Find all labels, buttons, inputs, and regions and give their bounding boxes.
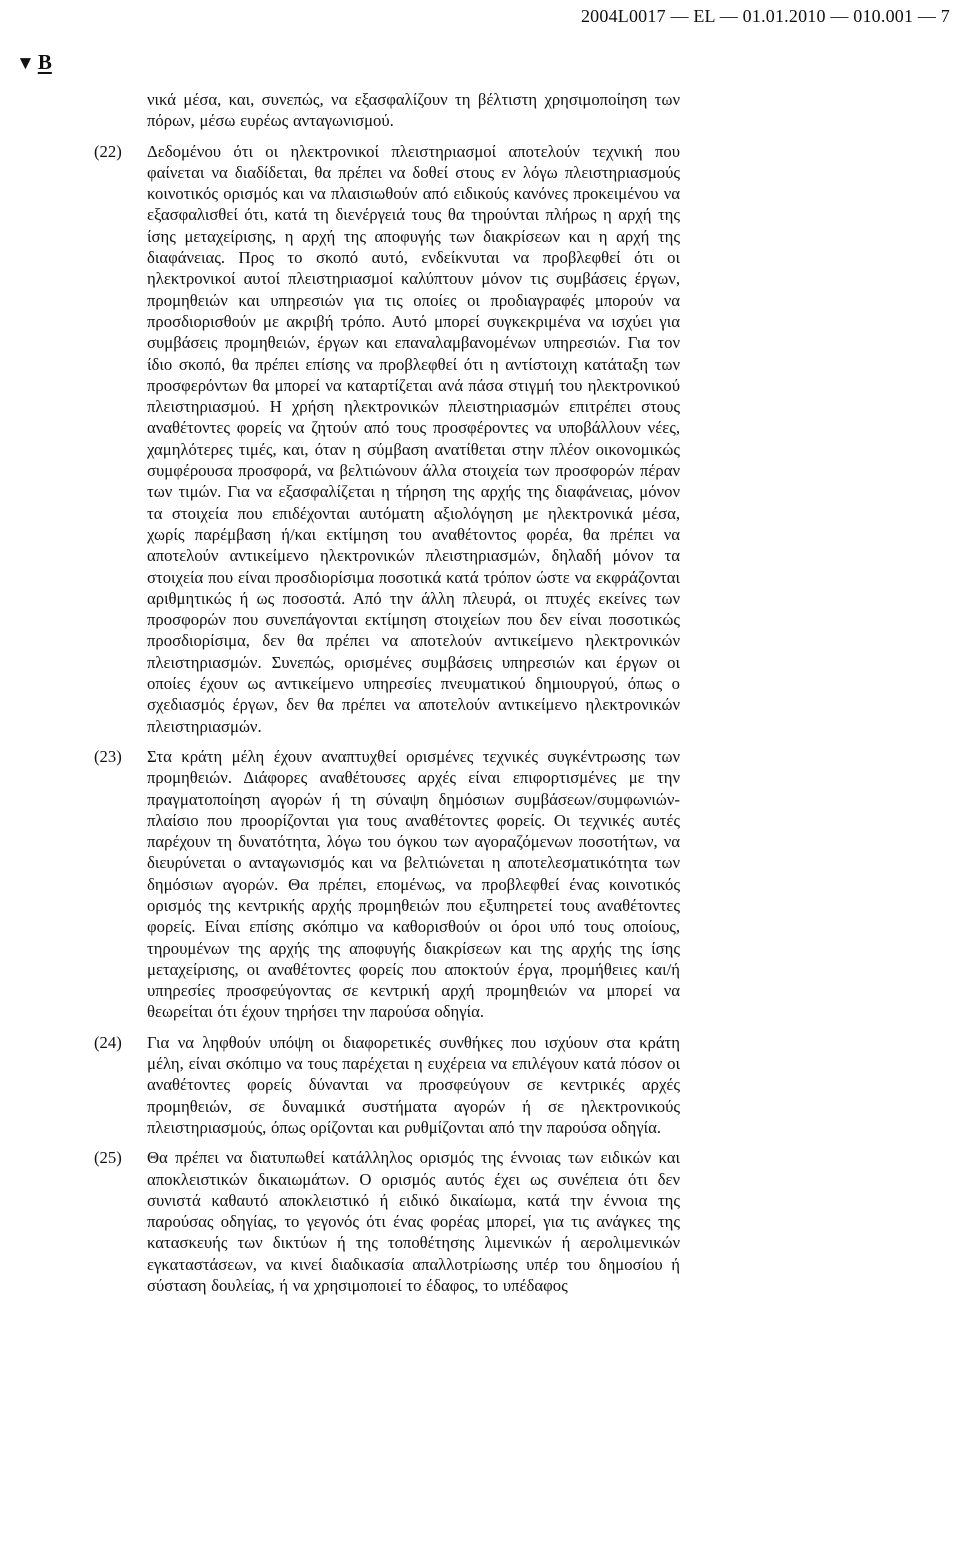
recital-number: (25) xyxy=(94,1148,122,1168)
recital-number: (23) xyxy=(94,746,122,766)
recital-number: (22) xyxy=(94,141,122,161)
recital-23 xyxy=(94,746,680,1023)
recital-text: Στα κράτη μέλη έχουν αναπτυχθεί ορισμένες τεχνικές συγκέντρωσης των προμηθειών. Διάφορες αναθέτουσες αρχές είναι επιφορτισμένες με την πραγματοποίηση αγορών ή τη σύναψη δημόσιων συμβάσεων/συμφωνιών-πλαίσιο που προορίζονται για τους αναθέτοντες φορείς. Οι τεχνικές αυτές παρέχουν τη δυνατότητα, λόγω του όγκου των αγοραζόμενων ποσοτήτων, να διευρύνεται ο ανταγωνισμός και να βελτιώνεται η αποτελεσματικότητα των δημόσιων αγορών. Θα πρέπει, επομένως, να προβλεφθεί ένας κοινοτικός ορισμός της κεντρικής αρχής προμηθειών που εξυπηρετεί τους αναθέτοντες φορείς. Είναι επίσης σκόπιμο να καθορισθούν οι όροι υπό τους οποίους, τηρουμένων της αρχής της αποφυγής διακρίσεων και της αρχής της ίσης μεταχείρισης, οι αναθέτοντες φορείς που αποκτούν έργα, προμήθειες και/ή υπηρεσίες προσφεύγοντας σε κεντρική αρχή προμηθειών να μπορεί να θεωρείται ότι έχουν τηρήσει την παρούσα οδηγία. xyxy=(147,746,680,1022)
recital-number: (24) xyxy=(94,1032,122,1052)
recital-text: Θα πρέπει να διατυπωθεί κατάλληλος ορισμός της έννοιας των ειδικών και αποκλειστικών δικαιωμάτων. Ο ορισμός αυτός έχει ως συνέπεια ότι δεν συνιστά καθαυτό αποκλειστικό ή ειδικό δικαίωμα, κατά την έννοια της παρούσας οδηγίας, το γεγονός ότι ένας φορέας μπορεί, για τις ανάγκες της κατασκευής των δικτύων ή της τοποθέτησης λιμενικών ή αερολιμενικών εγκαταστάσεων, να κινεί διαδικασία απαλλοτρίωσης υπέρ του δημοσίου ή σύσταση δουλείας, ή να χρησιμοποιεί το έδαφος, το υπέδαφος xyxy=(147,1148,680,1296)
amendment-marker xyxy=(16,50,52,75)
running-header: 2004L0017 — EL — 01.01.2010 — 010.001 — 7 xyxy=(580,6,950,26)
recital-25 xyxy=(94,1147,680,1296)
marker-letter[interactable]: B xyxy=(37,50,52,74)
triangle-down-icon: ▼ xyxy=(16,53,35,74)
recital-22 xyxy=(94,141,680,737)
recital-text: Για να ληφθούν υπόψη οι διαφορετικές συνθήκες που ισχύουν στα κράτη μέλη, είναι σκόπιμο να τους παρέχεται η ευχέρεια να επιλέγουν κατά πόσον οι αναθέτοντες φορείς δύνανται να προσφεύγουν σε κεντρικές αρχές προμηθειών, σε δυναμικά συστήματα αγορών ή σε ηλεκτρονικούς πλειστηριασμούς, όπως ορίζονται και ρυθμίζονται από την παρούσα οδηγία. xyxy=(147,1032,680,1137)
recital-24 xyxy=(94,1032,680,1138)
continuation-paragraph: νικά μέσα, και, συνεπώς, να εξασφαλίζουν τη βέλτιστη χρησιμοποίηση των πόρων, μέσω ευρέως ανταγωνισμού. xyxy=(147,90,680,131)
recital-text: Δεδομένου ότι οι ηλεκτρονικοί πλειστηριασμοί αποτελούν τεχνική που φαίνεται να διαδίδεται, θα πρέπει να δοθεί στους εν λόγω πλειστηριασμούς κοινοτικός ορισμός και να πλαισιωθούν από ειδικούς κανόνες προκειμένου να εξασφαλισθεί ότι, κατά τη διενέργειά τους θα τηρούνται πλήρως η αρχή της ίσης μεταχείρισης, η αρχή της αποφυγής των διακρίσεων και η αρχή της διαφάνειας. Προς το σκοπό αυτό, ενδείκνυται να προβλεφθεί ότι οι ηλεκτρονικοί αυτοί πλειστηριασμοί καλύπτουν μόνον τις συμβάσεις έργων, προμηθειών και υπηρεσιών για τις οποίες οι προδιαγραφές μπορούν να προσδιορισθούν με ακριβή τρόπο. Αυτό μπορεί συγκεκριμένα να ισχύει για συμβάσεις προμηθειών, έργων και επαναλαμβανομένων υπηρεσιών. Για τον ίδιο σκοπό, θα πρέπει επίσης να προβλεφθεί ότι η αντίστοιχη κατάταξη των προσφερόντων θα μπορεί να καταρτίζεται ανά πάσα στιγμή του ηλεκτρονικού πλειστηριασμού. Η χρήση ηλεκτρονικών πλειστηριασμών επιτρέπει στους αναθέτοντες φορείς να ζητούν από τους προσφέροντες να υποβάλλουν νέες, χαμηλότερες τιμές, και, όταν η σύμβαση ανατίθεται στην πλέον οικονομικώς συμφέρουσα προσφορά, να βελτιώνουν άλλα στοιχεία των προσφορών πέραν των τιμών. Για να εξασφαλίζεται η τήρηση της αρχής της διαφάνειας, μόνον τα στοιχεία που επιδέχονται αυτόματη αξιολόγηση με ηλεκτρονικά μέσα, χωρίς παρέμβαση ή/και εκτίμηση του αναθέτοντος φορέα, θα πρέπει να αποτελούν αντικείμενο ηλεκτρονικών πλειστηριασμών, δηλαδή μόνον τα στοιχεία που είναι προσδιορίσιμα ποσοτικά κατά τρόπον ώστε να εκφράζονται αριθμητικώς ή ως ποσοστά. Από την άλλη πλευρά, οι πτυχές εκείνες των προσφορών που συνεπάγονται εκτίμηση στοιχείων που δεν είναι ποσοτικώς προσδιορίσιμα, δεν θα πρέπει να αποτελούν αντικείμενο ηλεκτρονικών πλειστηριασμών. Συνεπώς, ορισμένες συμβάσεις υπηρεσιών και έργων οι οποίες έχουν ως αντικείμενο υπηρεσίες πνευματικού δημιουργού, όπως ο σχεδιασμός έργων, δεν θα πρέπει να αποτελούν αντικείμενο ηλεκτρονικών πλειστηριασμών. xyxy=(147,141,680,736)
document-body xyxy=(94,89,680,1296)
